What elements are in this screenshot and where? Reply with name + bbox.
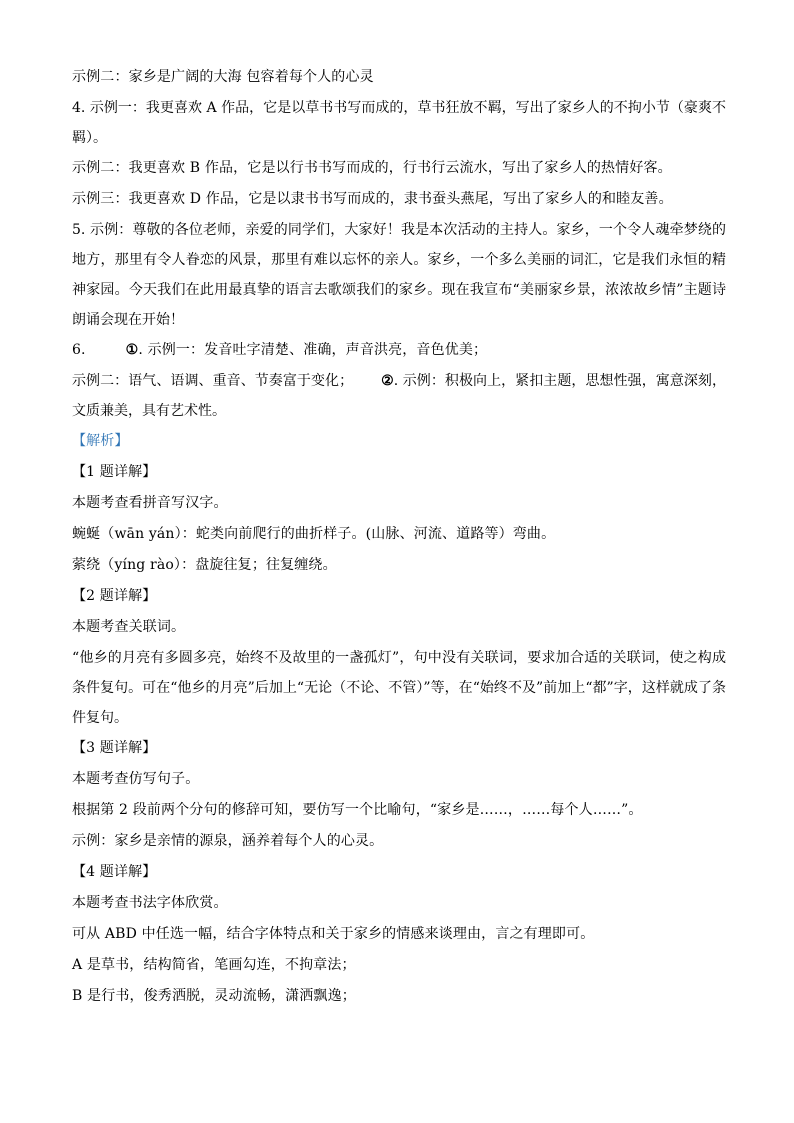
q6-number: 6. <box>72 342 86 358</box>
answer-4-example-1: 4. 示例一：我更喜欢 A 作品，它是以草书书写而成的，草书狂放不羁，写出了家乡人的不拘小节（豪爽不羁）。 <box>72 100 726 146</box>
q6-mark-1: ① <box>125 342 139 358</box>
section-2-line: “他乡的月亮有多圆多亮，始终不及故里的一盏孤灯”，句中没有关联词，要求加合适的关联词，使之构成条件复句。可在“他乡的月亮”后加上“无论（不论、不管）”等，在“始终不及”前加上“都”字，这样就成了条件复句。 <box>72 650 726 726</box>
answer-4-example-2: 示例二：我更喜欢 B 作品，它是以行书书写而成的，行书行云流水，写出了家乡人的热情好客。 <box>72 160 672 176</box>
section-2-heading: 【2 题详解】 <box>72 588 157 604</box>
section-3-line: 本题考查仿写句子。 <box>72 771 200 787</box>
section-4-line: A 是草书，结构简省，笔画勾连，不拘章法； <box>72 957 356 973</box>
section-1-line: 萦绕（yíng rào）：盘旋往复；往复缠绕。 <box>72 557 337 573</box>
section-1-line: 本题考查看拼音写汉字。 <box>72 495 228 511</box>
answer-6-line-1 <box>72 335 726 366</box>
q6-part-2: 示例二：语气、语调、重音、节奏富于变化； <box>72 373 354 389</box>
answer-6-line-2 <box>72 366 726 426</box>
section-3-line: 根据第 2 段前两个分句的修辞可知，要仿写一个比喻句，“家乡是……，……每个人……”。 <box>72 802 643 818</box>
section-3-line: 示例：家乡是亲情的源泉，涵养着每个人的心灵。 <box>72 833 384 849</box>
analysis-heading: 【解析】 <box>72 433 129 449</box>
section-4-line: 可从 ABD 中任选一幅，结合字体特点和关于家乡的情感来谈理由，言之有理即可。 <box>72 926 595 942</box>
section-4-heading: 【4 题详解】 <box>72 864 157 880</box>
q6-mark-2: ② <box>381 373 394 389</box>
q6-part-3: . 示例：积极向上，紧扣主题，思想性强，寓意深刻，文质兼美，具有艺术性。 <box>72 373 726 419</box>
section-4-line: 本题考查书法字体欣赏。 <box>72 895 228 911</box>
section-3-heading: 【3 题详解】 <box>72 740 157 756</box>
section-4-line: B 是行书，俊秀洒脱，灵动流畅，潇洒飘逸； <box>72 988 356 1004</box>
answer-3-example-2: 示例二：家乡是广阔的大海 包容着每个人的心灵 <box>72 69 374 85</box>
section-2-line: 本题考查关联词。 <box>72 619 186 635</box>
q6-part-1: . 示例一：发音吐字清楚、准确，声音洪亮，音色优美； <box>138 342 488 358</box>
document-page <box>72 62 726 1012</box>
answer-4-example-3: 示例三：我更喜欢 D 作品，它是以隶书书写而成的，隶书蚕头燕尾，写出了家乡人的和睦友善。 <box>72 191 673 207</box>
section-1-heading: 【1 题详解】 <box>72 464 157 480</box>
answer-5: 5. 示例：尊敬的各位老师，亲爱的同学们，大家好！我是本次活动的主持人。家乡，一个令人魂牵梦绕的地方，那里有令人眷恋的风景，那里有难以忘怀的亲人。家乡，一个多么美丽的词汇，它是我们永恒的精神家园。今天我们在此用最真挚的语言去歌颂我们的家乡。现在我宣布“美丽家乡景，浓浓故乡情”主题诗朗诵会现在开始！ <box>72 222 726 328</box>
section-1-line: 蜿蜒（wān yán）：蛇类向前爬行的曲折样子。(山脉、河流、道路等）弯曲。 <box>72 526 556 542</box>
